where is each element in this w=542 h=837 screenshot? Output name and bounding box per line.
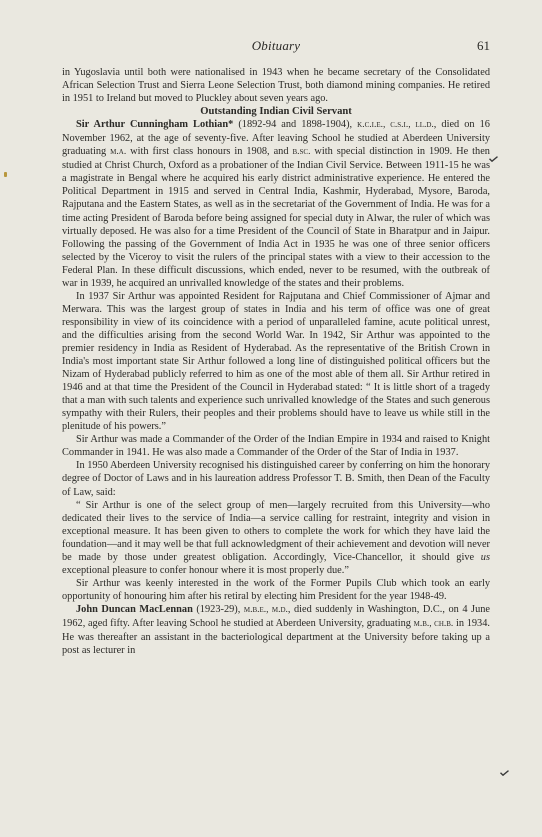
check-mark-icon — [489, 156, 498, 162]
honours: k.c.i.e., c.s.i., ll.d. — [357, 120, 434, 131]
quote-emphasis: us — [480, 551, 490, 563]
honours: m.b.e., m.d. — [243, 604, 288, 615]
lothian-paragraph-2: In 1937 Sir Arthur was appointed Resident for Rajputana and Chief Commissioner of Ajmar and Merwara. This was the largest group of states in India and his term of office was one of great responsibility in view of its coincidence with a period of unparalleled famine, acute political unrest, and the difficulties arising from the second World War. In 1942, Sir Arthur was appointed to the premier residency in India as Resident of Hyderabad. As the representative of the British Crown in India's most important state Sir Arthur followed a long line of distinguished political officers but the Nizam of Hyderabad publicly referred to him as one of the most able of them all. Sir Arthur retired in 1946 and at that time the President of the Council in Hyderabad stated: “ It is little short of a tragedy that a man with such talents and experience such unrivalled knowledge of the States and such generous sympathy with their Rulers, their peoples and their problems should have to leave us while still in the plenitude of his powers.” — [62, 290, 490, 433]
section-heading: Outstanding Indian Civil Servant — [200, 106, 352, 118]
quote-text: “ Sir Arthur is one of the select group of men—largely recruited from this University—who dedicated their lives to the service of India—a service calling for restraint, integrity and vision in exceptional measure. It has been given to others to complete the work for which they have laid the foundation—and it may well be that full acknowledgment of their achievement and devotion will never be made by those under greatest obligation. Accordingly, Vice-Chancellor, it should give — [62, 499, 490, 563]
person-dates: (1923-29), — [192, 603, 244, 615]
paragraph-text: with first class honours in 1908, and — [126, 146, 293, 158]
check-mark-icon — [500, 770, 509, 776]
lothian-paragraph-1 — [62, 118, 490, 290]
degree: m.a. — [110, 147, 127, 158]
page-number: 61 — [477, 38, 490, 53]
lothian-paragraph-3: Sir Arthur was made a Commander of the Order of the Indian Empire in 1934 and raised to Knight Commander in 1941. He was also made a Commander of the Order of the Star of India in 1937. — [62, 434, 490, 459]
maclennan-paragraph — [62, 603, 490, 657]
paragraph-text: , died on 16 November 1962, at the age of seventy-five. After leaving School he studied at Aberdeen University graduating — [62, 119, 490, 158]
paragraph-text: with special distinction in 1909. He then studied at Christ Church, Oxford as a probationer of the Indian Civil Service. Between 1911-15 he was a magistrate in Bengal where he acquired his early district administrative experience. He entered the Political Department in 1915 and served in Central India, Kashmir, Hyderabad, Mysore, Baroda, Rajputana and the Eastern States, as well as in the secretariat of the Government of India. He was for a time acting President of Baroda before being assigned for special duty in Alwar, the ruler of which was virtually deposed. He was also for a time President of the Council of State in Bharatpur and in Jaipur. Following the passing of the Government of India Act in 1935 he was one of three senior officers selected by the Viceroy to visit the rulers of the principal states with a view to their accession to the Federal Plan. In these difficult discussions, which ended, never to be resumed, with the outbreak of war in 1939, he acquired an unrivalled knowledge of the states and their problems. — [62, 146, 490, 289]
degree: m.b., ch.b. — [413, 618, 454, 629]
margin-mark — [4, 172, 7, 177]
degree: b.sc. — [292, 147, 311, 158]
article-body — [62, 66, 490, 657]
paragraph-text: , died suddenly in Washington, D.C., on 4 June 1962, aged fifty. After leaving School he studied at Aberdeen University, graduating — [62, 603, 491, 629]
laureation-quote — [62, 499, 490, 577]
lothian-paragraph-6: Sir Arthur was keenly interested in the work of the Former Pupils Club which took an early opportunity of honouring him after his retiral by electing him President for the year 1948-49. — [62, 577, 490, 602]
paragraph-text: in 1934. He was thereafter an assistant in the bacteriological department at the University before taking up a post as lecturer in — [62, 617, 490, 657]
person-name: John Duncan MacLennan — [76, 603, 193, 615]
intro-paragraph: in Yugoslavia until both were nationalised in 1943 when he became secretary of the Consolidated African Selection Trust and Sierra Leone Selection Trust, both diamond mining companies. He retired in 1951 to Ireland but moved to Pluckley about seven years ago. — [62, 67, 490, 105]
lothian-paragraph-4: In 1950 Aberdeen University recognised his distinguished career by conferring on him the honorary degree of Doctor of Laws and in his laureation address Professor T. B. Smith, then Dean of the Faculty of Law, said: — [62, 460, 490, 498]
running-title: Obituary — [251, 38, 301, 53]
person-dates: (1892-94 and 1898-1904), — [233, 119, 358, 131]
page-header — [62, 38, 490, 56]
quote-text: exceptional pleasure to confer honour where it is most properly due.” — [62, 564, 349, 576]
person-name: Sir Arthur Cunningham Lothian* — [76, 119, 234, 131]
